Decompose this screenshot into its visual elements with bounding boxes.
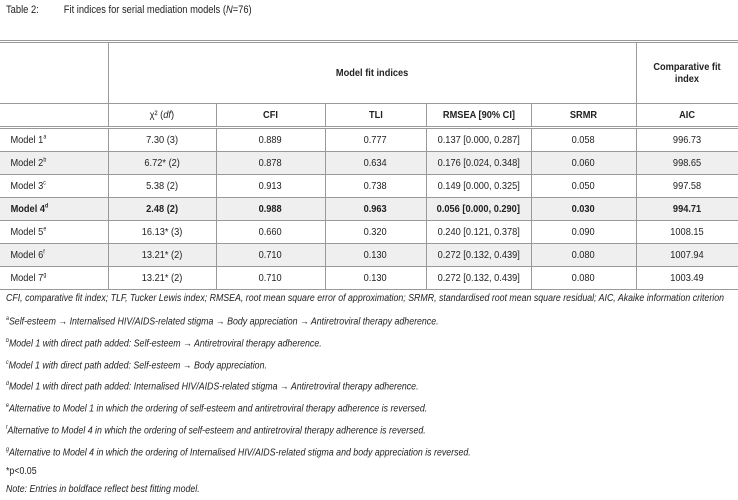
- col-aic: AIC: [636, 104, 738, 128]
- cell-rmsea: 0.056 [0.000, 0.290]: [426, 198, 531, 221]
- col-rmsea: RMSEA [90% CI]: [426, 104, 531, 128]
- cell-aic: 998.65: [636, 152, 738, 175]
- abbreviations-note: CFI, comparative fit index; TLF, Tucker Lewis index; RMSEA, root mean square error of approximation; SRMR, standardised root mean square residual; AIC, Akaike information criterion: [6, 293, 724, 304]
- cell-rmsea: 0.272 [0.132, 0.439]: [426, 244, 531, 267]
- model-name: Model 3$^c$: [0, 175, 108, 198]
- cell-chi: 6.72* (2): [108, 152, 216, 175]
- cell-tli: 0.130: [325, 244, 426, 267]
- cell-aic: 994.71: [636, 198, 738, 221]
- cell-cfi: 0.660: [216, 221, 325, 244]
- cell-rmsea: 0.272 [0.132, 0.439]: [426, 267, 531, 290]
- cell-srmr: 0.080: [531, 244, 636, 267]
- cell-chi: 13.21* (2): [108, 244, 216, 267]
- cell-tli: 0.777: [325, 128, 426, 152]
- cell-rmsea: 0.240 [0.121, 0.378]: [426, 221, 531, 244]
- cell-aic: 996.73: [636, 128, 738, 152]
- table-caption: [6, 4, 252, 16]
- table-row: [0, 221, 738, 244]
- cell-aic: 1007.94: [636, 244, 738, 267]
- cell-cfi: 0.889: [216, 128, 325, 152]
- cell-rmsea: 0.137 [0.000, 0.287]: [426, 128, 531, 152]
- col-cfi: CFI: [216, 104, 325, 128]
- model-name: Model 2$^b$: [0, 152, 108, 175]
- table-label: Table 2:: [6, 4, 39, 16]
- footnote-a: $^a$Self-esteem → Internalised HIV/AIDS-related stigma → Body appreciation → Antiretroviral therapy adherence.: [6, 316, 439, 328]
- n-symbol: N: [225, 4, 233, 16]
- cell-srmr: 0.030: [531, 198, 636, 221]
- cell-srmr: 0.090: [531, 221, 636, 244]
- table-notes: [6, 292, 736, 500]
- cell-chi: 5.38 (2): [108, 175, 216, 198]
- model-name: Model 7$^g$: [0, 267, 108, 290]
- table-row: [0, 267, 738, 290]
- table-row: [0, 244, 738, 267]
- cell-srmr: 0.060: [531, 152, 636, 175]
- col-chi-square: χ² (df): [108, 104, 216, 128]
- empty-header: [0, 42, 108, 104]
- model-name: Model 1$^a$: [0, 128, 108, 152]
- model-name: Model 4$^d$: [0, 198, 108, 221]
- cell-aic: 1003.49: [636, 267, 738, 290]
- cell-tli: 0.963: [325, 198, 426, 221]
- cell-rmsea: 0.176 [0.024, 0.348]: [426, 152, 531, 175]
- col-srmr: SRMR: [531, 104, 636, 128]
- cell-chi: 13.21* (2): [108, 267, 216, 290]
- boldface-note: Note: Entries in boldface reflect best fitting model.: [6, 484, 200, 496]
- cell-aic: 997.58: [636, 175, 738, 198]
- table-row: [0, 175, 738, 198]
- empty-header: [0, 104, 108, 128]
- footnote-g: $^g$Alternative to Model 4 in which the ordering of Internalised HIV/AIDS-related stigma and body appreciation is reversed.: [6, 446, 471, 459]
- model-fit-group-header: Model fit indices: [108, 42, 636, 104]
- cell-chi: 7.30 (3): [108, 128, 216, 152]
- table-row: [0, 128, 738, 152]
- cell-aic: 1008.15: [636, 221, 738, 244]
- cell-chi: 16.13* (3): [108, 221, 216, 244]
- cell-tli: 0.634: [325, 152, 426, 175]
- table-row: [0, 152, 738, 175]
- cell-cfi: 0.710: [216, 244, 325, 267]
- significance-note: *p<0.05: [6, 465, 37, 477]
- n-value: =76): [232, 4, 252, 16]
- cell-cfi: 0.878: [216, 152, 325, 175]
- model-name: Model 5e: [0, 221, 108, 244]
- fit-indices-table: [0, 40, 738, 290]
- table-row: [0, 198, 738, 221]
- cell-tli: 0.130: [325, 267, 426, 290]
- footnote-d: $^d$Model 1 with direct path added: Internalised HIV/AIDS-related stigma → Antiretroviral therapy adherence.: [6, 381, 419, 393]
- comparative-fit-group-header: Comparative fit index: [636, 42, 738, 104]
- cell-chi: 2.48 (2): [108, 198, 216, 221]
- footnote-e: $^e$Alternative to Model 1 in which the ordering of self-esteem and antiretroviral therapy adherence is reversed.: [6, 403, 428, 415]
- cell-srmr: 0.058: [531, 128, 636, 152]
- cell-srmr: 0.080: [531, 267, 636, 290]
- model-name: Model 6$^f$: [0, 244, 108, 267]
- table-title: Fit indices for serial mediation models (: [63, 4, 226, 16]
- cell-tli: 0.320: [325, 221, 426, 244]
- footnote-f: $^f$Alternative to Model 4 in which the ordering of self-esteem and antiretroviral therapy adherence is reversed.: [6, 425, 426, 437]
- cell-tli: 0.738: [325, 175, 426, 198]
- cell-cfi: 0.988: [216, 198, 325, 221]
- cell-cfi: 0.913: [216, 175, 325, 198]
- footnote-b: $^b$Model 1 with direct path added: Self-esteem → Antiretroviral therapy adherence.: [6, 337, 322, 350]
- footnote-c: $^c$Model 1 with direct path added: Self-esteem → Body appreciation.: [6, 359, 267, 371]
- cell-srmr: 0.050: [531, 175, 636, 198]
- cell-cfi: 0.710: [216, 267, 325, 290]
- cell-rmsea: 0.149 [0.000, 0.325]: [426, 175, 531, 198]
- col-tli: TLI: [325, 104, 426, 128]
